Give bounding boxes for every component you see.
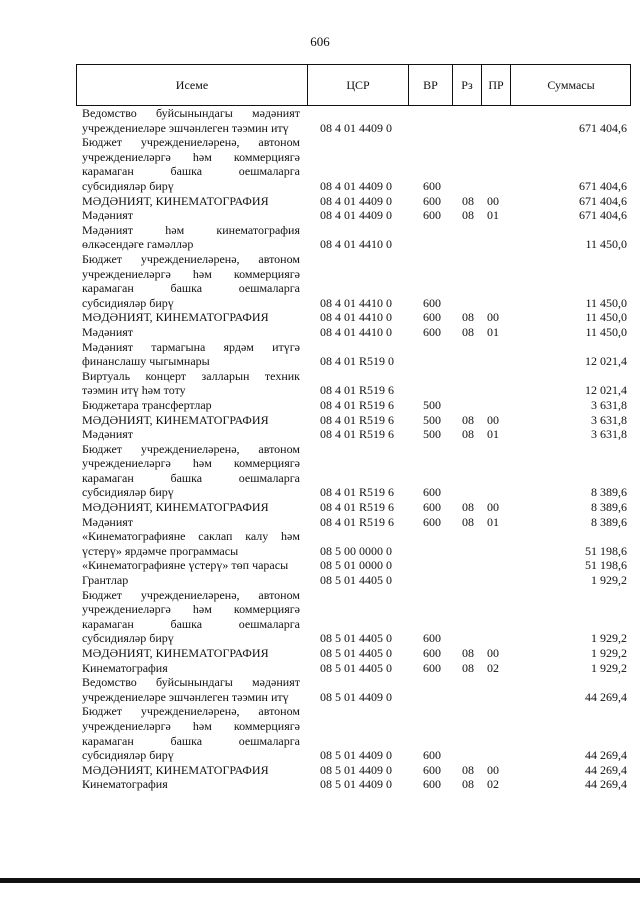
table-row xyxy=(76,252,631,310)
row-vr: 600 xyxy=(423,748,441,763)
page-number: 606 xyxy=(310,34,330,49)
table-row xyxy=(76,194,631,209)
row-vr: 500 xyxy=(423,412,441,427)
row-name-line: учреждениеләре эшчәнлеген тәэмин итү xyxy=(82,689,289,704)
row-csr: 08 4 01 R519 6 xyxy=(320,383,395,398)
row-name xyxy=(82,223,300,252)
table-row xyxy=(76,398,631,413)
row-name-line: Мәдәният һәм кинематография xyxy=(82,222,300,237)
table-row xyxy=(76,413,631,428)
row-name-line: Бюджет учреждениеләренә, автоном xyxy=(82,441,300,456)
row-vr: 600 xyxy=(423,631,441,646)
row-name-line: субсидияләр бирү xyxy=(82,178,174,193)
header-vr: ВР xyxy=(409,65,453,105)
row-name-line: учреждениеләргә һәм коммерциягә xyxy=(82,149,300,164)
row-name xyxy=(82,646,300,661)
row-csr: 08 5 01 4409 0 xyxy=(320,762,392,777)
row-name-line: Бюджет учреждениеләренә, автоном xyxy=(82,704,300,719)
table-row xyxy=(76,106,631,135)
row-name-line: МӘДӘНИЯТ, КИНЕМАТОГРАФИЯ xyxy=(82,310,269,325)
table-header xyxy=(76,64,631,106)
table-row xyxy=(76,427,631,442)
row-pr: 02 xyxy=(487,777,499,792)
row-csr: 08 4 01 R519 0 xyxy=(320,354,395,369)
row-name-line: учреждениеләргә һәм коммерциягә xyxy=(82,602,300,617)
row-sum: 11 450,0 xyxy=(585,324,627,339)
table-row xyxy=(76,369,631,398)
row-rz: 08 xyxy=(462,646,474,661)
row-sum: 11 450,0 xyxy=(585,310,627,325)
row-pr: 00 xyxy=(487,500,499,515)
table-row xyxy=(76,529,631,558)
row-sum: 44 269,4 xyxy=(585,777,627,792)
row-vr: 600 xyxy=(423,485,441,500)
row-vr: 600 xyxy=(423,295,441,310)
row-sum: 11 450,0 xyxy=(585,237,627,252)
row-name-line: Бюджет учреждениеләренә, автоном xyxy=(82,251,300,266)
table-row xyxy=(76,515,631,530)
table-row xyxy=(76,573,631,588)
row-name-line: субсидияләр бирү xyxy=(82,485,174,500)
row-name-line: МӘДӘНИЯТ, КИНЕМАТОГРАФИЯ xyxy=(82,762,269,777)
row-name-line: Бюджетара трансфертлар xyxy=(82,397,212,412)
row-name xyxy=(82,558,300,573)
row-name xyxy=(82,106,300,135)
row-csr: 08 5 01 4405 0 xyxy=(320,631,392,646)
row-csr: 08 5 01 4409 0 xyxy=(320,689,392,704)
row-pr: 01 xyxy=(487,324,499,339)
row-vr: 600 xyxy=(423,324,441,339)
row-name-line: Мәдәният xyxy=(82,208,134,223)
header-pr: ПР xyxy=(482,65,511,105)
row-name-line: субсидияләр бирү xyxy=(82,295,174,310)
row-csr: 08 4 01 R519 6 xyxy=(320,500,395,515)
row-csr: 08 4 01 4410 0 xyxy=(320,295,392,310)
row-name-line: үстерү» ярдәмче программасы xyxy=(82,543,239,558)
row-name-line: Мәдәният xyxy=(82,324,134,339)
row-csr: 08 4 01 4409 0 xyxy=(320,208,392,223)
row-rz: 08 xyxy=(462,500,474,515)
row-name xyxy=(82,675,300,704)
header-sum: Суммасы xyxy=(547,78,595,92)
row-sum: 671 404,6 xyxy=(579,208,627,223)
row-name-line: Грантлар xyxy=(82,573,129,588)
row-csr: 08 4 01 R519 6 xyxy=(320,427,395,442)
row-name xyxy=(82,252,300,310)
row-name xyxy=(82,573,300,588)
row-pr: 01 xyxy=(487,427,499,442)
row-rz: 08 xyxy=(462,193,474,208)
row-csr: 08 5 01 4405 0 xyxy=(320,573,392,588)
table-row xyxy=(76,646,631,661)
row-sum: 3 631,8 xyxy=(591,397,627,412)
row-name xyxy=(82,500,300,515)
row-vr: 600 xyxy=(423,762,441,777)
row-sum: 3 631,8 xyxy=(591,412,627,427)
row-name-line: Бюджет учреждениеләренә, автоном xyxy=(82,587,300,602)
row-csr: 08 4 01 4410 0 xyxy=(320,237,392,252)
row-sum: 12 021,4 xyxy=(585,383,627,398)
row-vr: 600 xyxy=(423,646,441,661)
budget-table xyxy=(76,64,631,792)
row-sum: 3 631,8 xyxy=(591,427,627,442)
row-pr: 00 xyxy=(487,193,499,208)
row-csr: 08 5 01 0000 0 xyxy=(320,558,392,573)
row-name-line: Ведомство буйсынындагы мәдәният xyxy=(82,106,300,120)
row-rz: 08 xyxy=(462,324,474,339)
row-sum: 671 404,6 xyxy=(579,178,627,193)
table-row xyxy=(76,558,631,573)
row-name-line: Мәдәният xyxy=(82,427,134,442)
table-row xyxy=(76,223,631,252)
row-name xyxy=(82,398,300,413)
row-sum: 8 389,6 xyxy=(591,514,627,529)
row-csr: 08 4 01 4409 0 xyxy=(320,120,392,135)
row-name-line: МӘДӘНИЯТ, КИНЕМАТОГРАФИЯ xyxy=(82,500,269,515)
row-name xyxy=(82,413,300,428)
row-name xyxy=(82,704,300,762)
row-rz: 08 xyxy=(462,427,474,442)
row-sum: 44 269,4 xyxy=(585,762,627,777)
row-name xyxy=(82,194,300,209)
row-pr: 01 xyxy=(487,514,499,529)
row-name-line: Кинематография xyxy=(82,660,168,675)
header-rz: Рз xyxy=(453,65,482,105)
row-csr: 08 5 01 4409 0 xyxy=(320,777,392,792)
table-row xyxy=(76,442,631,500)
row-pr: 00 xyxy=(487,310,499,325)
row-csr: 08 5 01 4405 0 xyxy=(320,660,392,675)
row-name-line: Мәдәният xyxy=(82,514,134,529)
row-name-line: карамаган башка оешмаларга xyxy=(82,616,300,631)
row-pr: 02 xyxy=(487,660,499,675)
row-rz: 08 xyxy=(462,514,474,529)
row-name-line: карамаган башка оешмаларга xyxy=(82,164,300,179)
row-name xyxy=(82,777,300,792)
table-row xyxy=(76,675,631,704)
row-vr: 600 xyxy=(423,514,441,529)
row-csr: 08 4 01 4410 0 xyxy=(320,310,392,325)
row-name-line: Ведомство буйсынындагы мәдәният xyxy=(82,675,300,690)
row-csr: 08 4 01 R519 6 xyxy=(320,485,395,500)
row-csr: 08 4 01 4409 0 xyxy=(320,193,392,208)
row-name xyxy=(82,310,300,325)
row-csr: 08 5 00 0000 0 xyxy=(320,543,392,558)
header-name: Исеме xyxy=(77,65,308,105)
table-row xyxy=(76,763,631,778)
row-vr: 600 xyxy=(423,193,441,208)
row-sum: 44 269,4 xyxy=(585,689,627,704)
row-rz: 08 xyxy=(462,660,474,675)
row-name xyxy=(82,135,300,193)
table-row xyxy=(76,340,631,369)
row-name-line: карамаган башка оешмаларга xyxy=(82,470,300,485)
row-sum: 671 404,6 xyxy=(579,120,627,135)
row-csr: 08 4 01 4409 0 xyxy=(320,178,392,193)
row-vr: 600 xyxy=(423,777,441,792)
row-name xyxy=(82,661,300,676)
row-name xyxy=(82,325,300,340)
row-csr: 08 4 01 4410 0 xyxy=(320,324,392,339)
row-name xyxy=(82,208,300,223)
row-sum: 51 198,6 xyxy=(585,558,627,573)
table-row xyxy=(76,661,631,676)
row-sum: 51 198,6 xyxy=(585,543,627,558)
row-name xyxy=(82,763,300,778)
row-vr: 500 xyxy=(423,427,441,442)
row-pr: 00 xyxy=(487,646,499,661)
row-csr: 08 4 01 R519 6 xyxy=(320,514,395,529)
row-csr: 08 5 01 4409 0 xyxy=(320,748,392,763)
row-name-line: «Кинематографияне саклап калу һәм xyxy=(82,529,300,544)
row-name-line: «Кинематографияне үстерү» төп чарасы xyxy=(82,558,289,573)
row-sum: 1 929,2 xyxy=(591,646,627,661)
row-vr: 600 xyxy=(423,500,441,515)
table-row xyxy=(76,135,631,193)
row-name-line: Бюджет учреждениеләренә, автоном xyxy=(82,135,300,150)
row-name-line: карамаган башка оешмаларга xyxy=(82,281,300,296)
row-name-line: Мәдәният тармагына ярдәм итүгә xyxy=(82,339,300,354)
row-vr: 500 xyxy=(423,397,441,412)
row-name-line: өлкәсендәге гамәлләр xyxy=(82,237,194,252)
row-sum: 12 021,4 xyxy=(585,354,627,369)
table-row xyxy=(76,208,631,223)
row-name-line: субсидияләр бирү xyxy=(82,748,174,763)
page-bottom-border xyxy=(0,878,640,883)
row-name xyxy=(82,442,300,500)
row-name-line: МӘДӘНИЯТ, КИНЕМАТОГРАФИЯ xyxy=(82,412,269,427)
table-row xyxy=(76,325,631,340)
row-csr: 08 5 01 4405 0 xyxy=(320,646,392,661)
row-name-line: тәэмин итү һәм тоту xyxy=(82,383,186,398)
row-name-line: финанслашу чыгымнары xyxy=(82,354,210,369)
row-rz: 08 xyxy=(462,412,474,427)
row-sum: 1 929,2 xyxy=(591,573,627,588)
header-csr: ЦСР xyxy=(308,65,409,105)
table-row xyxy=(76,777,631,792)
row-name xyxy=(82,340,300,369)
row-pr: 00 xyxy=(487,762,499,777)
table-row xyxy=(76,500,631,515)
row-name xyxy=(82,369,300,398)
table-row xyxy=(76,704,631,762)
row-pr: 00 xyxy=(487,412,499,427)
row-name-line: учреждениеләргә һәм коммерциягә xyxy=(82,719,300,733)
row-sum: 8 389,6 xyxy=(591,500,627,515)
row-vr: 600 xyxy=(423,208,441,223)
row-pr: 01 xyxy=(487,208,499,223)
row-name-line: Кинематография xyxy=(82,777,168,792)
row-csr: 08 4 01 R519 6 xyxy=(320,412,395,427)
row-csr: 08 4 01 R519 6 xyxy=(320,397,395,412)
row-name-line: Виртуаль концерт залларын техник xyxy=(82,368,300,383)
row-sum: 44 269,4 xyxy=(585,748,627,763)
row-name xyxy=(82,515,300,530)
row-rz: 08 xyxy=(462,208,474,223)
row-name-line: учреждениеләре эшчәнлеген тәэмин итү xyxy=(82,120,289,135)
row-name xyxy=(82,588,300,646)
row-name-line: учреждениеләргә һәм коммерциягә xyxy=(82,456,300,471)
row-sum: 1 929,2 xyxy=(591,660,627,675)
row-sum: 671 404,6 xyxy=(579,193,627,208)
row-vr: 600 xyxy=(423,178,441,193)
row-name xyxy=(82,529,300,558)
row-sum: 8 389,6 xyxy=(591,485,627,500)
row-sum: 11 450,0 xyxy=(585,295,627,310)
table-body xyxy=(76,106,631,792)
row-name-line: МӘДӘНИЯТ, КИНЕМАТОГРАФИЯ xyxy=(82,193,269,208)
row-name-line: карамаган башка оешмаларга xyxy=(82,733,300,748)
row-rz: 08 xyxy=(462,762,474,777)
table-row xyxy=(76,310,631,325)
row-name xyxy=(82,427,300,442)
row-name-line: субсидияләр бирү xyxy=(82,631,174,646)
row-vr: 600 xyxy=(423,310,441,325)
row-sum: 1 929,2 xyxy=(591,631,627,646)
row-name-line: учреждениеләргә һәм коммерциягә xyxy=(82,266,300,281)
row-rz: 08 xyxy=(462,777,474,792)
row-rz: 08 xyxy=(462,310,474,325)
row-vr: 600 xyxy=(423,660,441,675)
table-row xyxy=(76,588,631,646)
row-name-line: МӘДӘНИЯТ, КИНЕМАТОГРАФИЯ xyxy=(82,646,269,661)
